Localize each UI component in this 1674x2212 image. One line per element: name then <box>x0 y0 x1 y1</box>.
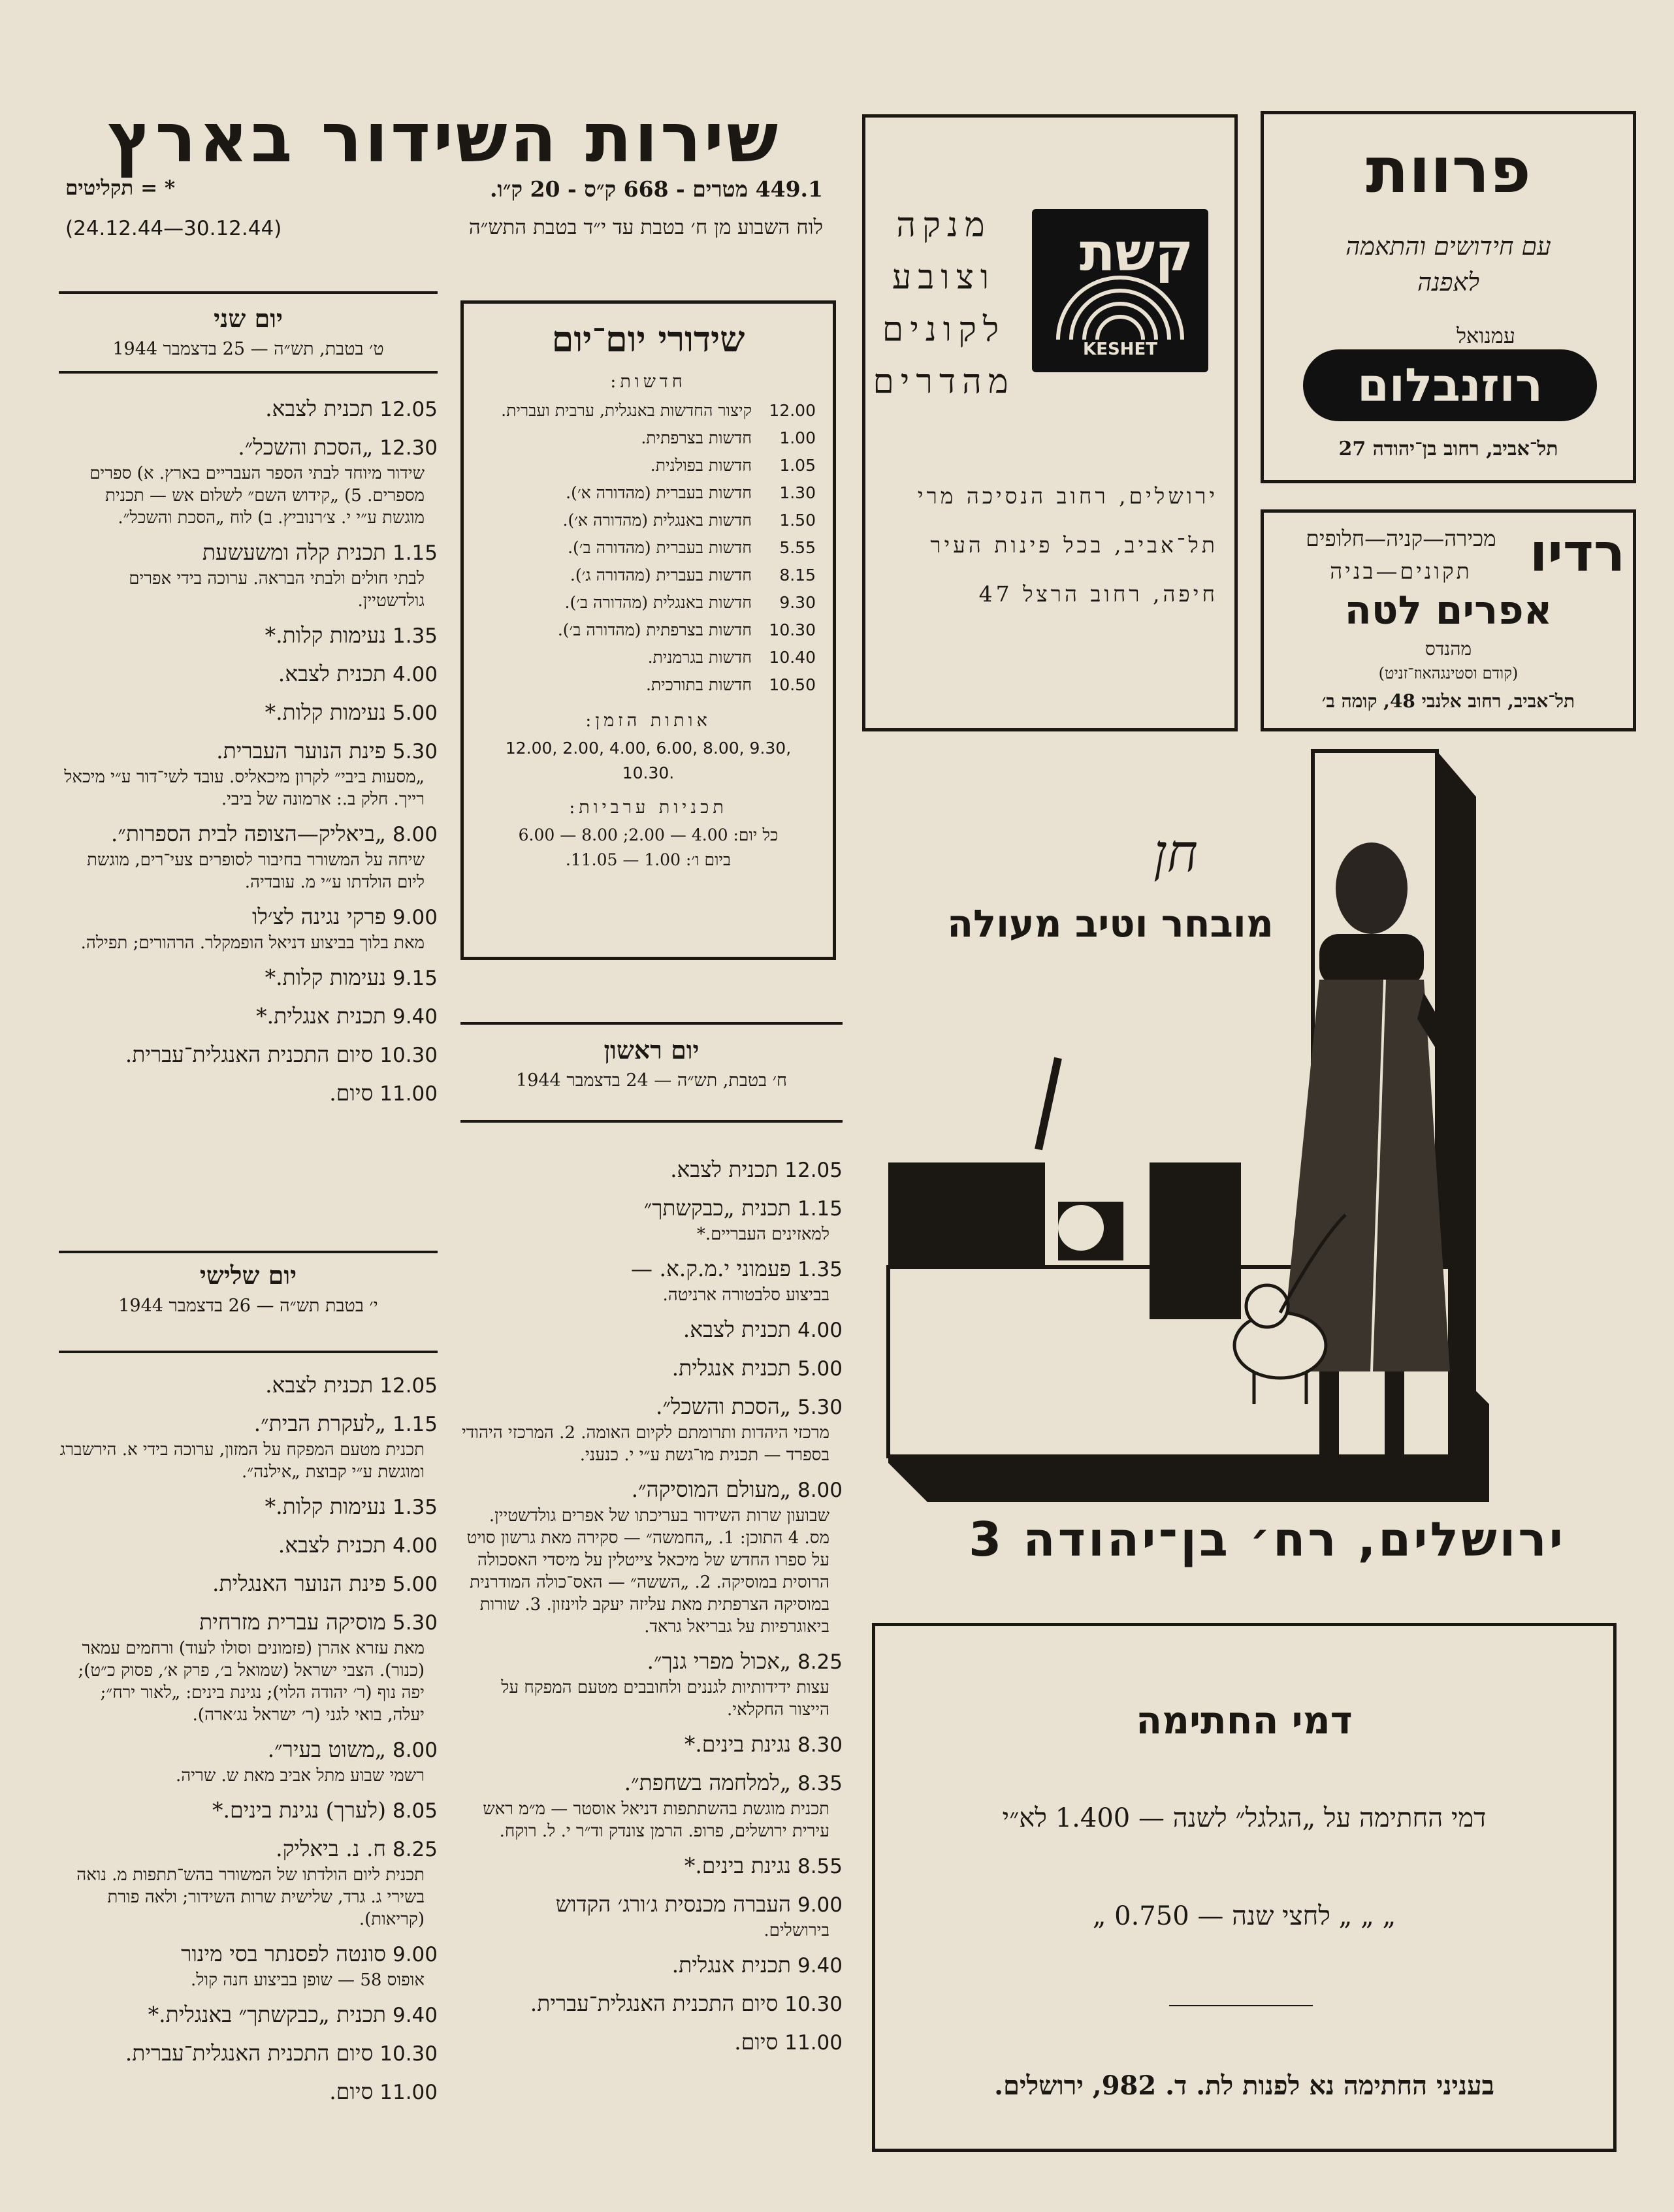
entry-title: סיום. <box>734 2029 779 2055</box>
tuesday-schedule <box>59 1362 438 2107</box>
slash-mark <box>1038 1058 1058 1149</box>
entry-description: עצות ידידותיות לגננים ולחובבים מטעם המפקח על הייצור החקלאי. <box>501 1678 829 1720</box>
entry-line <box>460 2028 843 2057</box>
entry-title: פעמוני י.מ.ק.א. — <box>630 1256 791 1281</box>
keshet-logo <box>1032 209 1208 372</box>
entry-time: 4.00 <box>392 663 438 686</box>
keshet-logo-latin: KESHET <box>1083 340 1157 359</box>
news-text: חדשות בעברית (מהדורה ג׳). <box>570 566 752 585</box>
entry-time: 1.15 <box>797 1197 843 1221</box>
entry-description: תכנית מטעם המפקח על המזון, ערוכה בידי א. הירשברג ומוגשת ע״י קבוצת „אילנה״. <box>59 1440 425 1482</box>
entry-time: 12.05 <box>784 1159 843 1182</box>
entry-time: 9.40 <box>797 1954 843 1978</box>
entry-description: שבועון שרות השידור בעריכתו של אפרים גולדשטיין. מס. 4 התוכן: 1. „החמשה״ — סקירה מאת גרשון סויט על ספרו החדש של מיכאל צייטלין על מיסדי האסכולה הרוסית במוסיקה. 2. „הששה״ — האס־כולה המודרנית במוסיקה הצרפתית מאת עליזה יעקב לוינזון. 3. שורות ביאוגרפיות על גבריאל גראד. <box>466 1506 829 1637</box>
ad-lieber <box>862 745 1646 1594</box>
schedule-entry <box>59 2077 438 2107</box>
furs-address: תל־אביב, רחוב בן־יהודה 27 <box>1338 438 1558 460</box>
entry-title: תכנית אנגלית.* <box>256 1003 386 1029</box>
entry-description: שידור מיוחד לבתי הספר העבריים בארץ. א) ספרים מספרים. 5) „קידוש השם״ לשלום אש — תכנית מוגשת ע״י י. צ׳רנוביץ. ב) לוח „הסכת והשכל״. <box>89 464 425 528</box>
news-row <box>481 397 816 425</box>
entry-time: 8.30 <box>797 1733 843 1757</box>
entry-time: 1.15 <box>392 1413 438 1436</box>
divider <box>59 1351 438 1353</box>
entry-time: 10.30 <box>784 1993 843 2016</box>
news-row <box>481 644 816 671</box>
entry-time: 5.30 <box>797 1396 843 1419</box>
schedule-entry <box>59 621 438 650</box>
schedule-entry <box>59 538 438 612</box>
radio-owner: אפרים לטה <box>1344 588 1553 633</box>
schedule-entry <box>460 1255 843 1306</box>
sunday-schedule <box>460 1146 843 2057</box>
keshet-slogan-2: וצובע <box>892 258 996 297</box>
news-row <box>481 534 816 562</box>
subscription-title: דמי החתימה <box>1136 1698 1353 1742</box>
entry-time: 1.15 <box>392 541 438 565</box>
entry-line <box>59 2077 438 2107</box>
frequency-info: 449.1 מטרים - 668 ק״ס - 20 ק״ו. <box>489 176 823 202</box>
divider <box>460 1022 843 1025</box>
schedule-entry <box>59 698 438 728</box>
entry-line <box>59 1002 438 1031</box>
radio-name: רדיו <box>1529 522 1626 583</box>
schedule-entry <box>59 1569 438 1599</box>
keshet-slogan-3: לקונים <box>882 310 1006 349</box>
ad-furs <box>1261 111 1636 483</box>
arabic-programs-title: תכניות ערביות: <box>569 797 728 818</box>
entry-title: תכנית „כבקשתך״ <box>643 1195 791 1221</box>
entry-time: 9.00 <box>797 1893 843 1917</box>
news-time: 8.15 <box>779 566 816 585</box>
schedule-entry <box>59 660 438 689</box>
keshet-branch-3: חיפה, רחוב הרצל 47 <box>978 581 1218 607</box>
day-monday <box>59 304 438 359</box>
entry-line <box>59 394 438 424</box>
news-time: 10.50 <box>769 675 816 694</box>
entry-line <box>59 1371 438 1400</box>
divider <box>460 1120 843 1123</box>
schedule-entry <box>59 1608 438 1726</box>
news-text: חדשות באנגלית (מהדורה ב׳). <box>564 593 752 612</box>
entry-time: 8.25 <box>797 1650 843 1674</box>
news-row <box>481 425 816 452</box>
entry-description: מרכזי היהדות ותרומתם לקיום האומה. 2. המרכזי היהודי בספרד — תכנית מו־גשת ע״י י. כנעני. <box>461 1423 829 1465</box>
entry-time: 11.00 <box>379 2081 438 2104</box>
entry-title: „משוט בעיר״. <box>267 1737 386 1762</box>
entry-title: סיום. <box>329 1080 374 1106</box>
radio-services-2: תקונים—בניה <box>1330 558 1472 584</box>
entry-title: נעימות קלות.* <box>265 622 386 648</box>
entry-title: (לערך) נגינת בינים.* <box>212 1797 386 1823</box>
ad-radio <box>1261 509 1636 731</box>
news-text: קיצור החדשות באנגלית, ערבית ועברית. <box>501 401 752 420</box>
news-text: חדשות בצרפתית (מהדורה ב׳). <box>557 620 752 639</box>
news-row <box>481 671 816 699</box>
entry-line <box>59 1409 438 1439</box>
schedule-entry <box>59 1940 438 1991</box>
entry-description: „מסעות ביבי״ לקרון מיכאליס. עובד לשי־דור ע״י מיכאל רייך. חלק ב.: ארמונה של ביבי. <box>64 767 425 809</box>
entry-time: 4.00 <box>392 1534 438 1558</box>
entry-title: סיום. <box>329 2079 374 2104</box>
subscription-row-2: „ „ „ לחצי שנה — 0.750 „ <box>1092 1901 1396 1931</box>
divider <box>59 291 438 294</box>
entry-title: תכנית אנגלית. <box>671 1355 791 1381</box>
day-title: יום שני <box>214 304 283 333</box>
entry-line <box>460 1255 843 1284</box>
entry-title: נעימות קלות.* <box>265 1494 386 1519</box>
entry-time: 4.00 <box>797 1319 843 1342</box>
keshet-branch-2: תל־אביב, בכל פינות העיר <box>930 532 1218 558</box>
furs-brand: רוזנבלום <box>1303 349 1597 421</box>
entry-title: נגינת בינים.* <box>684 1853 791 1878</box>
schedule-entry <box>460 1647 843 1721</box>
entry-line <box>460 1354 843 1383</box>
entry-line <box>59 2000 438 2030</box>
news-time: 9.30 <box>779 593 816 612</box>
schedule-entry <box>59 2000 438 2030</box>
entry-line <box>59 1608 438 1637</box>
schedule-entry <box>460 1769 843 1842</box>
entry-time: 11.00 <box>784 2031 843 2055</box>
entry-title: מוסיקה עברית מזרחית <box>199 1609 386 1635</box>
entry-time: 8.00 <box>797 1479 843 1502</box>
schedule-entry <box>59 1835 438 1931</box>
entry-time: 8.05 <box>392 1799 438 1823</box>
radio-services-1: מכירה—קניה—חלופים <box>1306 526 1496 551</box>
entry-line <box>59 660 438 689</box>
arabic-line-1: כל יום: 4.00 — 2.00; 8.00 — 6.00 <box>518 825 779 844</box>
keshet-logo-text: קשת <box>1079 222 1194 283</box>
entry-time: 8.00 <box>392 823 438 846</box>
furs-subtitle-1: עם חידושים והתאמה <box>1345 232 1551 261</box>
entry-time: 8.00 <box>392 1739 438 1762</box>
news-time: 1.05 <box>779 456 816 475</box>
entry-title: „לעקרת הבית״. <box>253 1411 386 1436</box>
entry-time: 9.40 <box>392 2004 438 2027</box>
entry-title: „הסכת והשכל״. <box>655 1394 791 1419</box>
entry-title: סיום התכנית האנגלית־עברית. <box>125 1042 374 1067</box>
entry-time: 1.35 <box>392 1496 438 1519</box>
schedule-entry <box>59 433 438 529</box>
entry-title: „למלחמה בשחפת״. <box>624 1770 791 1795</box>
entry-time: 10.30 <box>379 1044 438 1067</box>
entry-title: „ביאליק—הצופה לבית הספרות״. <box>110 821 386 846</box>
day-sunday <box>460 1035 843 1091</box>
entry-title: תכנית לצבא. <box>278 661 386 686</box>
entry-description: מאת בלוך בביצוע דניאל הופמקלר. הרהורים; תפילה. <box>80 933 425 953</box>
entry-title: נגינת בינים.* <box>684 1731 791 1757</box>
entry-line <box>460 1392 843 1422</box>
furs-subtitle-2: לאפנה <box>1417 268 1480 297</box>
entry-line <box>59 1796 438 1825</box>
entry-time: 5.30 <box>392 740 438 763</box>
schedule-entry <box>59 1409 438 1483</box>
entry-title: נעימות קלות.* <box>265 965 386 990</box>
entry-line <box>460 1989 843 2019</box>
day-title: יום שלישי <box>199 1260 297 1290</box>
entry-line <box>59 1940 438 1969</box>
entry-title: תכנית לצבא. <box>265 1372 374 1398</box>
schedule-entry <box>59 903 438 954</box>
news-row <box>481 562 816 589</box>
news-row <box>481 617 816 644</box>
schedule-entry <box>59 1079 438 1108</box>
schedule-entry <box>59 1040 438 1070</box>
daily-title: שידורי יום־יום <box>551 318 745 360</box>
news-text: חדשות באנגלית (מהדורה א׳). <box>562 511 752 530</box>
entry-time: 5.00 <box>392 701 438 725</box>
day-date: ט׳ בטבת, תש״ה — 25 בדצמבר 1944 <box>112 339 384 359</box>
entry-time: 5.00 <box>797 1357 843 1381</box>
entry-time: 9.40 <box>392 1005 438 1029</box>
entry-time: 12.30 <box>379 436 438 460</box>
entry-description: אופוס 58 — שופן בביצוע חנה קול. <box>191 1970 425 1990</box>
news-time: 10.40 <box>769 648 816 667</box>
radio-address: תל־אביב, רחוב אלנבי 48, קומה ב׳ <box>1321 690 1575 712</box>
entry-line <box>460 1315 843 1345</box>
entry-title: נעימות קלות.* <box>265 699 386 725</box>
news-row <box>481 589 816 617</box>
news-text: חדשות בפולנית. <box>650 456 752 475</box>
schedule-entry <box>59 1371 438 1400</box>
entry-line <box>460 1475 843 1505</box>
time-signals-title: אותות הזמן: <box>585 711 711 731</box>
schedule-entry <box>460 1989 843 2019</box>
news-time: 1.50 <box>779 511 816 530</box>
entry-description: מאת עזרא אהרן (פזמונים וסולו לעוד) ורחמים עמאר (כנור). הצבי ישראל (שמואל ב׳, פרק א׳, פסוק כ״ט); יפה נוף (ר׳ יהודה הלוי); נגינת בינים: „לאור ירח״; יעלה, בואי לגני (ר׳ ישראל נג׳ארה). <box>78 1639 425 1725</box>
entry-line <box>59 1492 438 1522</box>
arabic-line-2: ביום ו׳: 1.00 — 11.05. <box>565 850 732 869</box>
news-row <box>481 479 816 507</box>
entry-description: תכנית ליום הולדתו של המשורר בהש־תתפות מ. נואה בשירי ג. גרד, שלישית שרות השידור; ולאה פורת (קריאות). <box>76 1865 425 1929</box>
entry-line <box>59 820 438 849</box>
entry-line <box>460 1890 843 1919</box>
entry-line <box>59 698 438 728</box>
entry-line <box>460 1730 843 1759</box>
entry-line <box>59 538 438 568</box>
schedule-entry <box>59 1002 438 1031</box>
entry-title: סיום התכנית האנגלית־עברית. <box>530 1991 779 2016</box>
keshet-slogan-1: מנקה <box>896 206 991 245</box>
lieber-line-2: מובחר וטיב מעולה <box>947 901 1274 946</box>
entry-time: 1.35 <box>797 1258 843 1281</box>
entry-line <box>59 1835 438 1864</box>
news-row <box>481 452 816 479</box>
entry-description: תכנית מוגשת בהשתתפות דניאל אוסטר — מ״מ ראש עירית ירושלים, פרופ. הרמן צונדק וד״ר י. ל. רוקח. <box>483 1799 829 1841</box>
lieber-graphic <box>862 745 1646 1528</box>
schedule-entry <box>460 1354 843 1383</box>
entry-title: פינת הנוער האנגלית. <box>212 1571 386 1596</box>
entry-title: תכנית „כבקשתך״ באנגלית.* <box>148 2002 386 2027</box>
news-time: 1.30 <box>779 483 816 502</box>
entry-time: 9.00 <box>392 906 438 929</box>
schedule-entry <box>460 1392 843 1466</box>
news-text: חדשות בצרפתית. <box>641 428 752 447</box>
radio-formerly: (קודם וסטינגהאוז־זניט) <box>1378 664 1519 682</box>
schedule-entry <box>460 2028 843 2057</box>
entry-title: ח. נ. ביאליק. <box>276 1836 386 1861</box>
news-text: חדשות בגרמנית. <box>647 648 752 667</box>
entry-title: תכנית לצבא. <box>265 396 374 421</box>
schedule-entry <box>460 1315 843 1345</box>
entry-line <box>460 1769 843 1798</box>
schedule-entry <box>460 1851 843 1881</box>
subscription-box <box>872 1623 1617 2152</box>
news-list <box>481 397 816 699</box>
day-tuesday <box>59 1260 438 1316</box>
entry-time: 11.00 <box>379 1082 438 1106</box>
news-row <box>481 507 816 534</box>
entry-time: 8.25 <box>392 1838 438 1861</box>
entry-line <box>460 1194 843 1223</box>
schedule-entry <box>59 1492 438 1522</box>
furs-title: פרוות <box>1366 134 1531 207</box>
entry-time: 9.00 <box>392 1943 438 1966</box>
entry-time: 9.15 <box>392 967 438 990</box>
entry-time: 12.05 <box>379 398 438 421</box>
entry-line <box>460 1851 843 1881</box>
subscription-footer: בעניני החתימה נא לפנות לת. ד. 982, ירושלים. <box>994 2070 1494 2101</box>
entry-time: 1.35 <box>392 624 438 648</box>
page-title: שירות השידור בארץ <box>107 98 781 178</box>
news-text: חדשות בעברית (מהדורה ב׳). <box>568 538 752 557</box>
news-text: חדשות בתורכית. <box>645 675 752 694</box>
entry-title: סונטה לפסנתר בסי מינור <box>181 1941 386 1966</box>
subscription-row-1: דמי החתימה על „הגלגל״ לשנה — 1.400 לא״י <box>1002 1803 1487 1833</box>
lieber-line-1: חן <box>1153 823 1198 884</box>
entry-title: „הסכת והשכל״. <box>238 434 374 460</box>
entry-description: לבתי חולים ולבתי הבראה. ערוכה בידי אפרים גולדשטיין. <box>129 569 425 611</box>
entry-time: 8.35 <box>797 1772 843 1795</box>
entry-time: 12.05 <box>379 1374 438 1398</box>
schedule-entry <box>460 1951 843 1980</box>
news-time: 5.55 <box>779 538 816 557</box>
entry-line <box>460 1951 843 1980</box>
schedule-entry <box>59 1735 438 1787</box>
entry-description: למאזינים העבריים.* <box>696 1225 829 1244</box>
entry-description: בירושלים. <box>764 1921 829 1940</box>
lieber-address: ירושלים, רח׳ בן־יהודה 3 <box>969 1512 1566 1567</box>
entry-line <box>59 1079 438 1108</box>
entry-line <box>59 2039 438 2068</box>
schedule-entry <box>59 394 438 424</box>
entry-title: תכנית לצבא. <box>670 1157 779 1182</box>
entry-line <box>59 621 438 650</box>
schedule-entry <box>460 1155 843 1185</box>
entry-time: 10.30 <box>379 2042 438 2066</box>
ad-keshet <box>862 114 1238 731</box>
entry-line <box>460 1155 843 1185</box>
news-text: חדשות בעברית (מהדורה א׳). <box>566 483 752 502</box>
news-title: חדשות: <box>610 372 686 392</box>
entry-line <box>59 1040 438 1070</box>
schedule-entry <box>59 2039 438 2068</box>
divider <box>1169 2005 1313 2006</box>
entry-time: 5.00 <box>392 1573 438 1596</box>
divider <box>59 371 438 374</box>
schedule-entry <box>59 963 438 993</box>
day-title: יום ראשון <box>604 1035 700 1065</box>
schedule-entry <box>460 1890 843 1942</box>
entry-title: פרקי נגינה לצ׳לו <box>251 904 386 929</box>
week-range: לוח השבוע מן ח׳ בטבת עד י״ד בטבת התש״ה <box>468 216 823 239</box>
daily-broadcasts-box <box>460 300 836 960</box>
entry-line <box>59 433 438 462</box>
schedule-entry <box>59 820 438 893</box>
entry-line <box>59 737 438 766</box>
entry-line <box>59 1735 438 1765</box>
news-time: 1.00 <box>779 428 816 447</box>
entry-title: העברה מכנסית ג׳ורג׳ הקדוש <box>555 1891 791 1917</box>
schedule-entry <box>460 1730 843 1759</box>
furs-first-name: עמנואל <box>1457 323 1515 348</box>
entry-line <box>59 903 438 932</box>
keshet-branch-1: ירושלים, רחוב הנסיכה מרי <box>917 483 1218 509</box>
entry-description: שיחה על המשורר בחיבור לסופרים צעי־רים, מוגשת ליום הולדתו ע״י מ. עובדיה. <box>87 850 425 892</box>
entry-line <box>460 1647 843 1676</box>
entry-title: פינת הנוער העברית. <box>216 738 386 763</box>
entry-time: 8.55 <box>797 1855 843 1878</box>
schedule-entry <box>59 1796 438 1825</box>
monday-schedule <box>59 385 438 1108</box>
entry-title: תכנית אנגלית. <box>671 1952 791 1978</box>
entry-title: תכנית קלה ומשעשעת <box>202 539 386 565</box>
entry-line <box>59 963 438 993</box>
schedule-entry <box>460 1475 843 1638</box>
keshet-slogan-4: מהדרים <box>873 362 1015 402</box>
day-date: ח׳ בטבת, תש״ה — 24 בדצמבר 1944 <box>516 1070 787 1091</box>
week-dates: (24.12.44—30.12.44) <box>65 217 282 240</box>
entry-title: „אכול מפרי גנך״. <box>647 1648 791 1674</box>
schedule-entry <box>460 1194 843 1245</box>
radio-role: מהנדס <box>1425 638 1472 660</box>
entry-title: תכנית לצבא. <box>278 1532 386 1558</box>
entry-description: בביצוע סלבטורה ארניטה. <box>662 1285 829 1305</box>
records-legend: * = תקליטים <box>65 176 176 200</box>
entry-title: „מעולם המוסיקה״. <box>631 1477 791 1502</box>
time-signals: 12.00, 2.00, 4.00, 6.00, 8.00, 9.30, 10.30. <box>505 739 792 782</box>
news-time: 12.00 <box>769 401 816 420</box>
entry-time: 5.30 <box>392 1611 438 1635</box>
entry-title: תכנית לצבא. <box>683 1317 791 1342</box>
entry-line <box>59 1531 438 1560</box>
divider <box>59 1251 438 1253</box>
entry-description: רשמי שבוע מתל אביב מאת ש. שריה. <box>176 1766 425 1786</box>
news-time: 10.30 <box>769 620 816 639</box>
entry-title: סיום התכנית האנגלית־עברית. <box>125 2040 374 2066</box>
schedule-entry <box>59 1531 438 1560</box>
entry-line <box>59 1569 438 1599</box>
schedule-entry <box>59 737 438 810</box>
day-date: י׳ בטבת תש״ה — 26 בדצמבר 1944 <box>118 1296 378 1316</box>
